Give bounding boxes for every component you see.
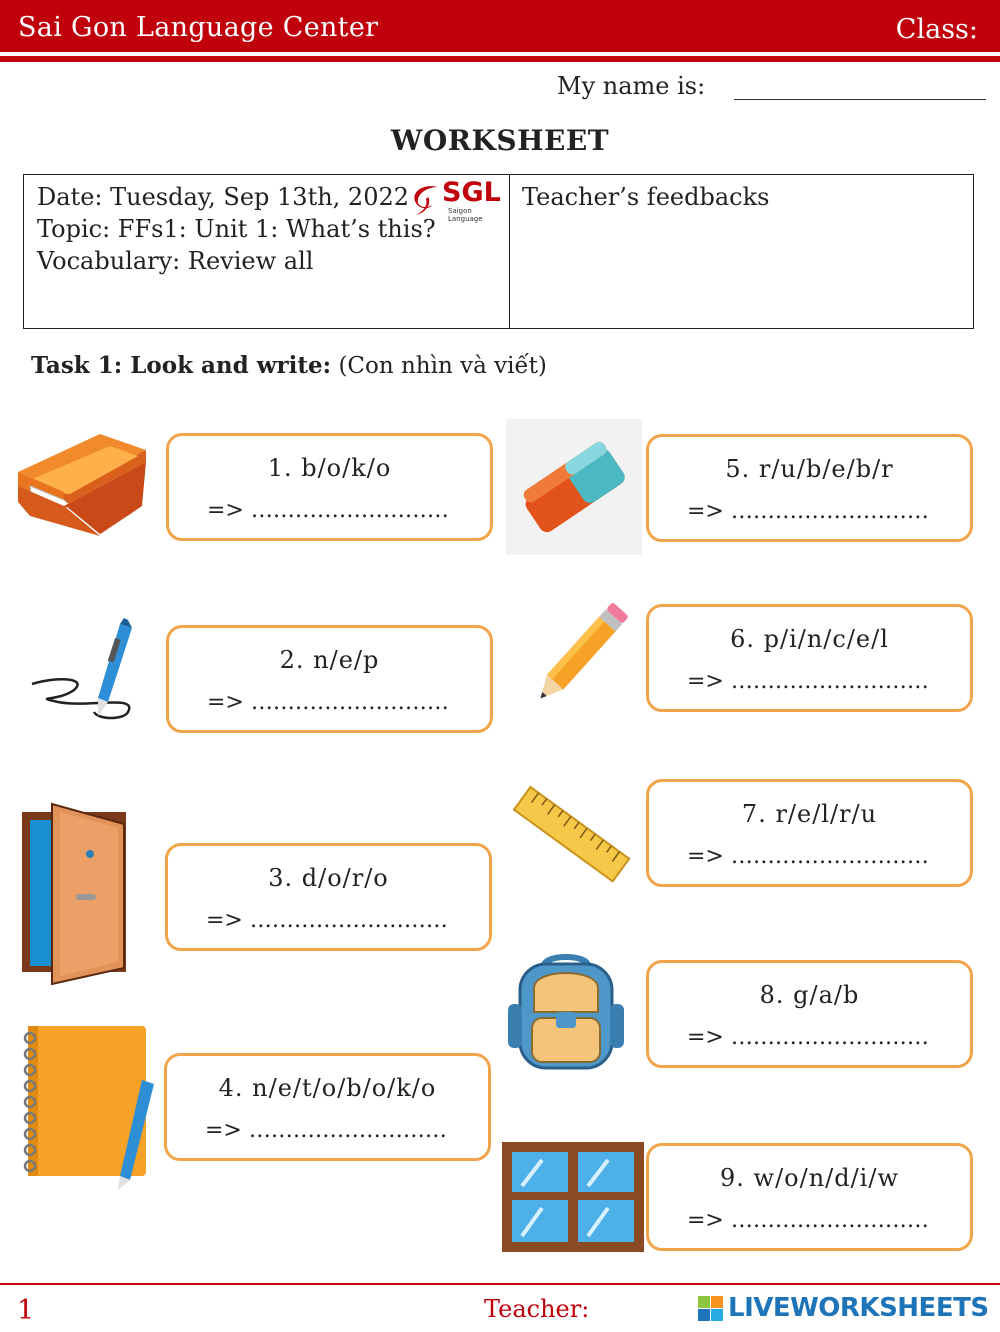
task-item-1: [166, 433, 493, 541]
pencil-icon: [520, 600, 642, 710]
scrambled-word: 3. d/o/r/o: [268, 864, 389, 892]
liveworksheets-brand: LIVEWORKSHEETS: [728, 1293, 989, 1323]
liveworksheets-blocks-icon: [698, 1296, 724, 1322]
scrambled-word: 2. n/e/p: [279, 646, 380, 674]
answer-field[interactable]: => ………………………: [206, 908, 448, 933]
answer-field[interactable]: => ………………………: [207, 690, 449, 715]
task-item-7: [646, 779, 973, 887]
task-item-8: [646, 960, 973, 1068]
sgl-logo: [408, 177, 508, 223]
footer-rule: [0, 1283, 1000, 1285]
task1-subtitle: (Con nhìn và viết): [338, 353, 547, 379]
scrambled-word: 4. n/e/t/o/b/o/k/o: [218, 1074, 437, 1102]
task-item-9: [646, 1143, 973, 1251]
answer-field[interactable]: => ………………………: [207, 498, 449, 523]
task-item-5: [646, 434, 973, 542]
worksheet-title: WORKSHEET: [390, 124, 610, 157]
header-rule: [0, 56, 1000, 62]
feedback-label: Teacher’s feedbacks: [522, 183, 770, 211]
answer-field[interactable]: => ………………………: [687, 1025, 929, 1050]
pen-icon: [28, 618, 140, 724]
task1-title: Task 1: Look and write:: [31, 352, 332, 379]
answer-field[interactable]: => ………………………: [687, 1208, 929, 1233]
feedback-cell: [510, 175, 769, 213]
scrambled-word: 5. r/u/b/e/b/r: [725, 455, 894, 483]
scrambled-word: 8. g/a/b: [759, 981, 860, 1009]
lesson-vocabulary: Vocabulary: Review all: [37, 247, 314, 275]
lesson-date: Date: Tuesday, Sep 13th, 2022: [37, 183, 410, 211]
answer-field[interactable]: => ………………………: [687, 499, 929, 524]
task-item-2: [166, 625, 493, 733]
task-item-4: [164, 1053, 491, 1161]
answer-field[interactable]: => ………………………: [205, 1118, 447, 1143]
liveworksheets-logo[interactable]: [698, 1293, 994, 1326]
name-label: My name is:: [557, 72, 706, 100]
answer-field[interactable]: => ………………………: [687, 669, 929, 694]
logo-subtext: Saigon Language: [448, 207, 483, 223]
task1-heading: [31, 352, 547, 379]
door-icon: [20, 798, 132, 988]
ruler-icon: [508, 780, 634, 890]
window-icon: [502, 1142, 644, 1252]
name-input-line[interactable]: [734, 99, 986, 100]
scrambled-word: 7. r/e/l/r/u: [741, 800, 878, 828]
logo-text: SGL: [442, 177, 501, 208]
notebook-icon: [18, 1024, 158, 1190]
scrambled-word: 9. w/o/n/d/i/w: [720, 1164, 899, 1192]
center-name: Sai Gon Language Center: [18, 12, 379, 43]
info-table: [23, 174, 974, 329]
scrambled-word: 6. p/i/n/c/e/l: [730, 625, 889, 653]
scrambled-word: 1. b/o/k/o: [267, 454, 392, 482]
page-number: 1: [17, 1295, 35, 1326]
teacher-label: Teacher:: [484, 1295, 590, 1323]
eraser-icon: [506, 419, 642, 555]
answer-field[interactable]: => ………………………: [687, 844, 929, 869]
backpack-icon: [504, 954, 628, 1072]
task-item-3: [165, 843, 492, 951]
class-label: Class:: [895, 14, 978, 45]
book-icon: [10, 432, 150, 538]
lesson-topic: Topic: FFs1: Unit 1: What’s this?: [37, 215, 436, 243]
task-item-6: [646, 604, 973, 712]
